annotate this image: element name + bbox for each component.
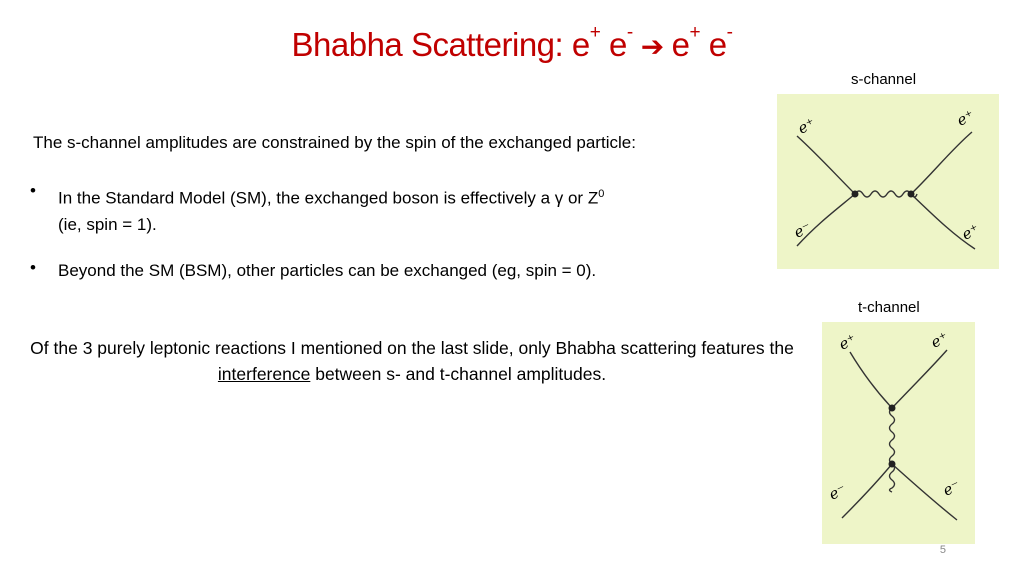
t-channel-diagram <box>822 322 975 544</box>
vertex-dot <box>889 461 896 468</box>
conclusion-text <box>30 335 794 387</box>
bullet-text <box>58 181 604 238</box>
vertex-dot <box>852 191 859 198</box>
arrow-right-icon: ➔ <box>640 31 664 62</box>
bullet-line: (ie, spin = 1). <box>58 214 157 234</box>
s-channel-feynman-svg <box>777 94 999 269</box>
title-text: Bhabha Scattering: e <box>291 26 590 63</box>
particle-label: e⁻ <box>791 218 814 242</box>
conclusion-part: between s- and t-channel amplitudes. <box>310 364 607 384</box>
particle-label: e⁺ <box>959 220 982 244</box>
particle-label: e⁺ <box>928 328 951 352</box>
page-number: 5 <box>939 544 946 556</box>
title-sup: + <box>689 22 701 43</box>
bullet-marker: • <box>30 181 36 200</box>
title-sup: - <box>726 22 733 43</box>
particle-label: e⁺ <box>954 106 977 130</box>
photon-propagator <box>890 408 895 492</box>
incoming-positron-line <box>797 136 855 194</box>
outgoing-positron-line <box>892 350 947 408</box>
s-channel-diagram <box>777 94 999 269</box>
vertex-dot <box>889 405 896 412</box>
title-text: e <box>671 26 690 63</box>
conclusion-part: Of the 3 purely leptonic reactions I mentioned on the last slide, only Bhabha scattering features the <box>30 338 794 358</box>
intro-text: The s-channel amplitudes are constrained by the spin of the exchanged particle: <box>33 133 636 152</box>
bullet-text: Beyond the SM (BSM), other particles can be exchanged (eg, spin = 0). <box>58 261 597 280</box>
s-channel-label: s-channel <box>851 71 917 88</box>
vertex-dot <box>908 191 915 198</box>
title-sup: + <box>589 22 601 43</box>
particle-label: e⁺ <box>836 330 859 354</box>
incoming-positron-line <box>850 352 892 408</box>
t-channel-feynman-svg <box>822 322 975 544</box>
particle-label: e⁺ <box>795 114 818 138</box>
particle-label: e⁻ <box>826 480 849 504</box>
bullet-marker: • <box>30 258 36 277</box>
particle-label: e⁻ <box>940 476 963 500</box>
underlined-word: interference <box>217 364 311 384</box>
title-text: e <box>600 26 627 63</box>
outgoing-positron-line <box>911 132 972 194</box>
incoming-electron-line <box>842 464 892 518</box>
superscript: 0 <box>598 188 605 200</box>
title-text: e <box>700 26 727 63</box>
bullet-line: In the Standard Model (SM), the exchanged boson is effectively a γ or Z <box>58 188 599 208</box>
title-sup: - <box>626 22 633 43</box>
t-channel-label: t-channel <box>858 299 920 316</box>
slide-title <box>0 22 1024 64</box>
